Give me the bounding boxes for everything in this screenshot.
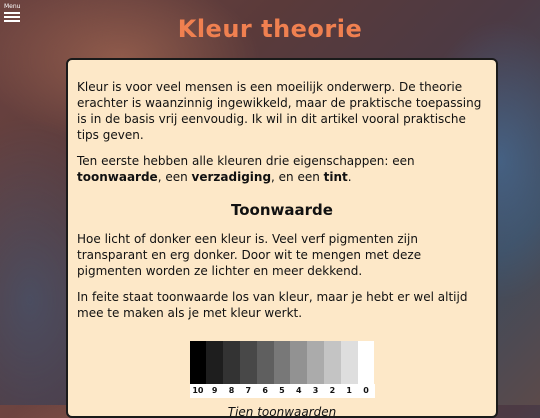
properties-paragraph — [77, 153, 487, 185]
toonwaarde-paragraph-1: Hoe licht of donker een kleur is. Veel verf pigmenten zijn transparant en erg donker. Door wit te mengen met deze pigmenten worden ze lichter en meer dekkend. — [77, 232, 422, 278]
value-swatch — [257, 341, 274, 384]
properties-separator: , en een — [271, 170, 324, 184]
toonwaarde-paragraph-2: In feite staat toonwaarde los van kleur, maar je hebt er wel altijd mee te maken als je met kleur werkt. — [77, 290, 468, 320]
value-label: 9 — [211, 386, 218, 395]
value-labels — [190, 384, 375, 398]
value-swatches — [190, 341, 375, 384]
term-verzadiging: verzadiging — [191, 170, 272, 184]
value-swatch — [240, 341, 257, 384]
properties-separator: , een — [157, 170, 192, 184]
value-swatch — [206, 341, 223, 384]
value-label: 6 — [262, 386, 268, 395]
value-swatch — [274, 341, 291, 384]
value-label: 4 — [295, 386, 302, 395]
section-heading: Toonwaarde — [231, 201, 333, 219]
value-swatch — [190, 341, 207, 384]
term-tint: tint — [323, 170, 348, 184]
value-swatch — [324, 341, 341, 384]
value-label: 7 — [245, 386, 252, 395]
value-swatch — [358, 341, 375, 384]
value-label: 0 — [363, 386, 369, 395]
properties-end: . — [347, 170, 352, 184]
value-scale-image — [190, 341, 375, 398]
value-label: 2 — [329, 386, 336, 395]
figure-caption: Tien toonwaarden — [227, 405, 337, 418]
value-label: 1 — [346, 386, 352, 395]
value-swatch — [290, 341, 307, 384]
value-label: 3 — [312, 386, 319, 395]
properties-text: Ten eerste hebben alle kleuren drie eigenschappen: een — [77, 154, 415, 168]
content-card — [66, 58, 498, 418]
value-swatch — [223, 341, 240, 384]
value-label: 5 — [279, 386, 285, 395]
term-toonwaarde: toonwaarde — [77, 170, 158, 184]
value-swatch — [307, 341, 324, 384]
value-swatch — [341, 341, 358, 384]
value-label: 10 — [192, 386, 204, 395]
menu-label: Menu — [4, 3, 21, 10]
value-label: 8 — [228, 386, 235, 395]
intro-paragraph: Kleur is voor veel mensen is een moeilijk onderwerp. De theorie erachter is waanzinnig ingewikkeld, maar de praktische toepassing is in de basis vrij eenvoudig. Ik wil in dit artikel vooral praktische tips geven. — [77, 80, 482, 142]
page-title: Kleur theorie — [177, 15, 363, 43]
